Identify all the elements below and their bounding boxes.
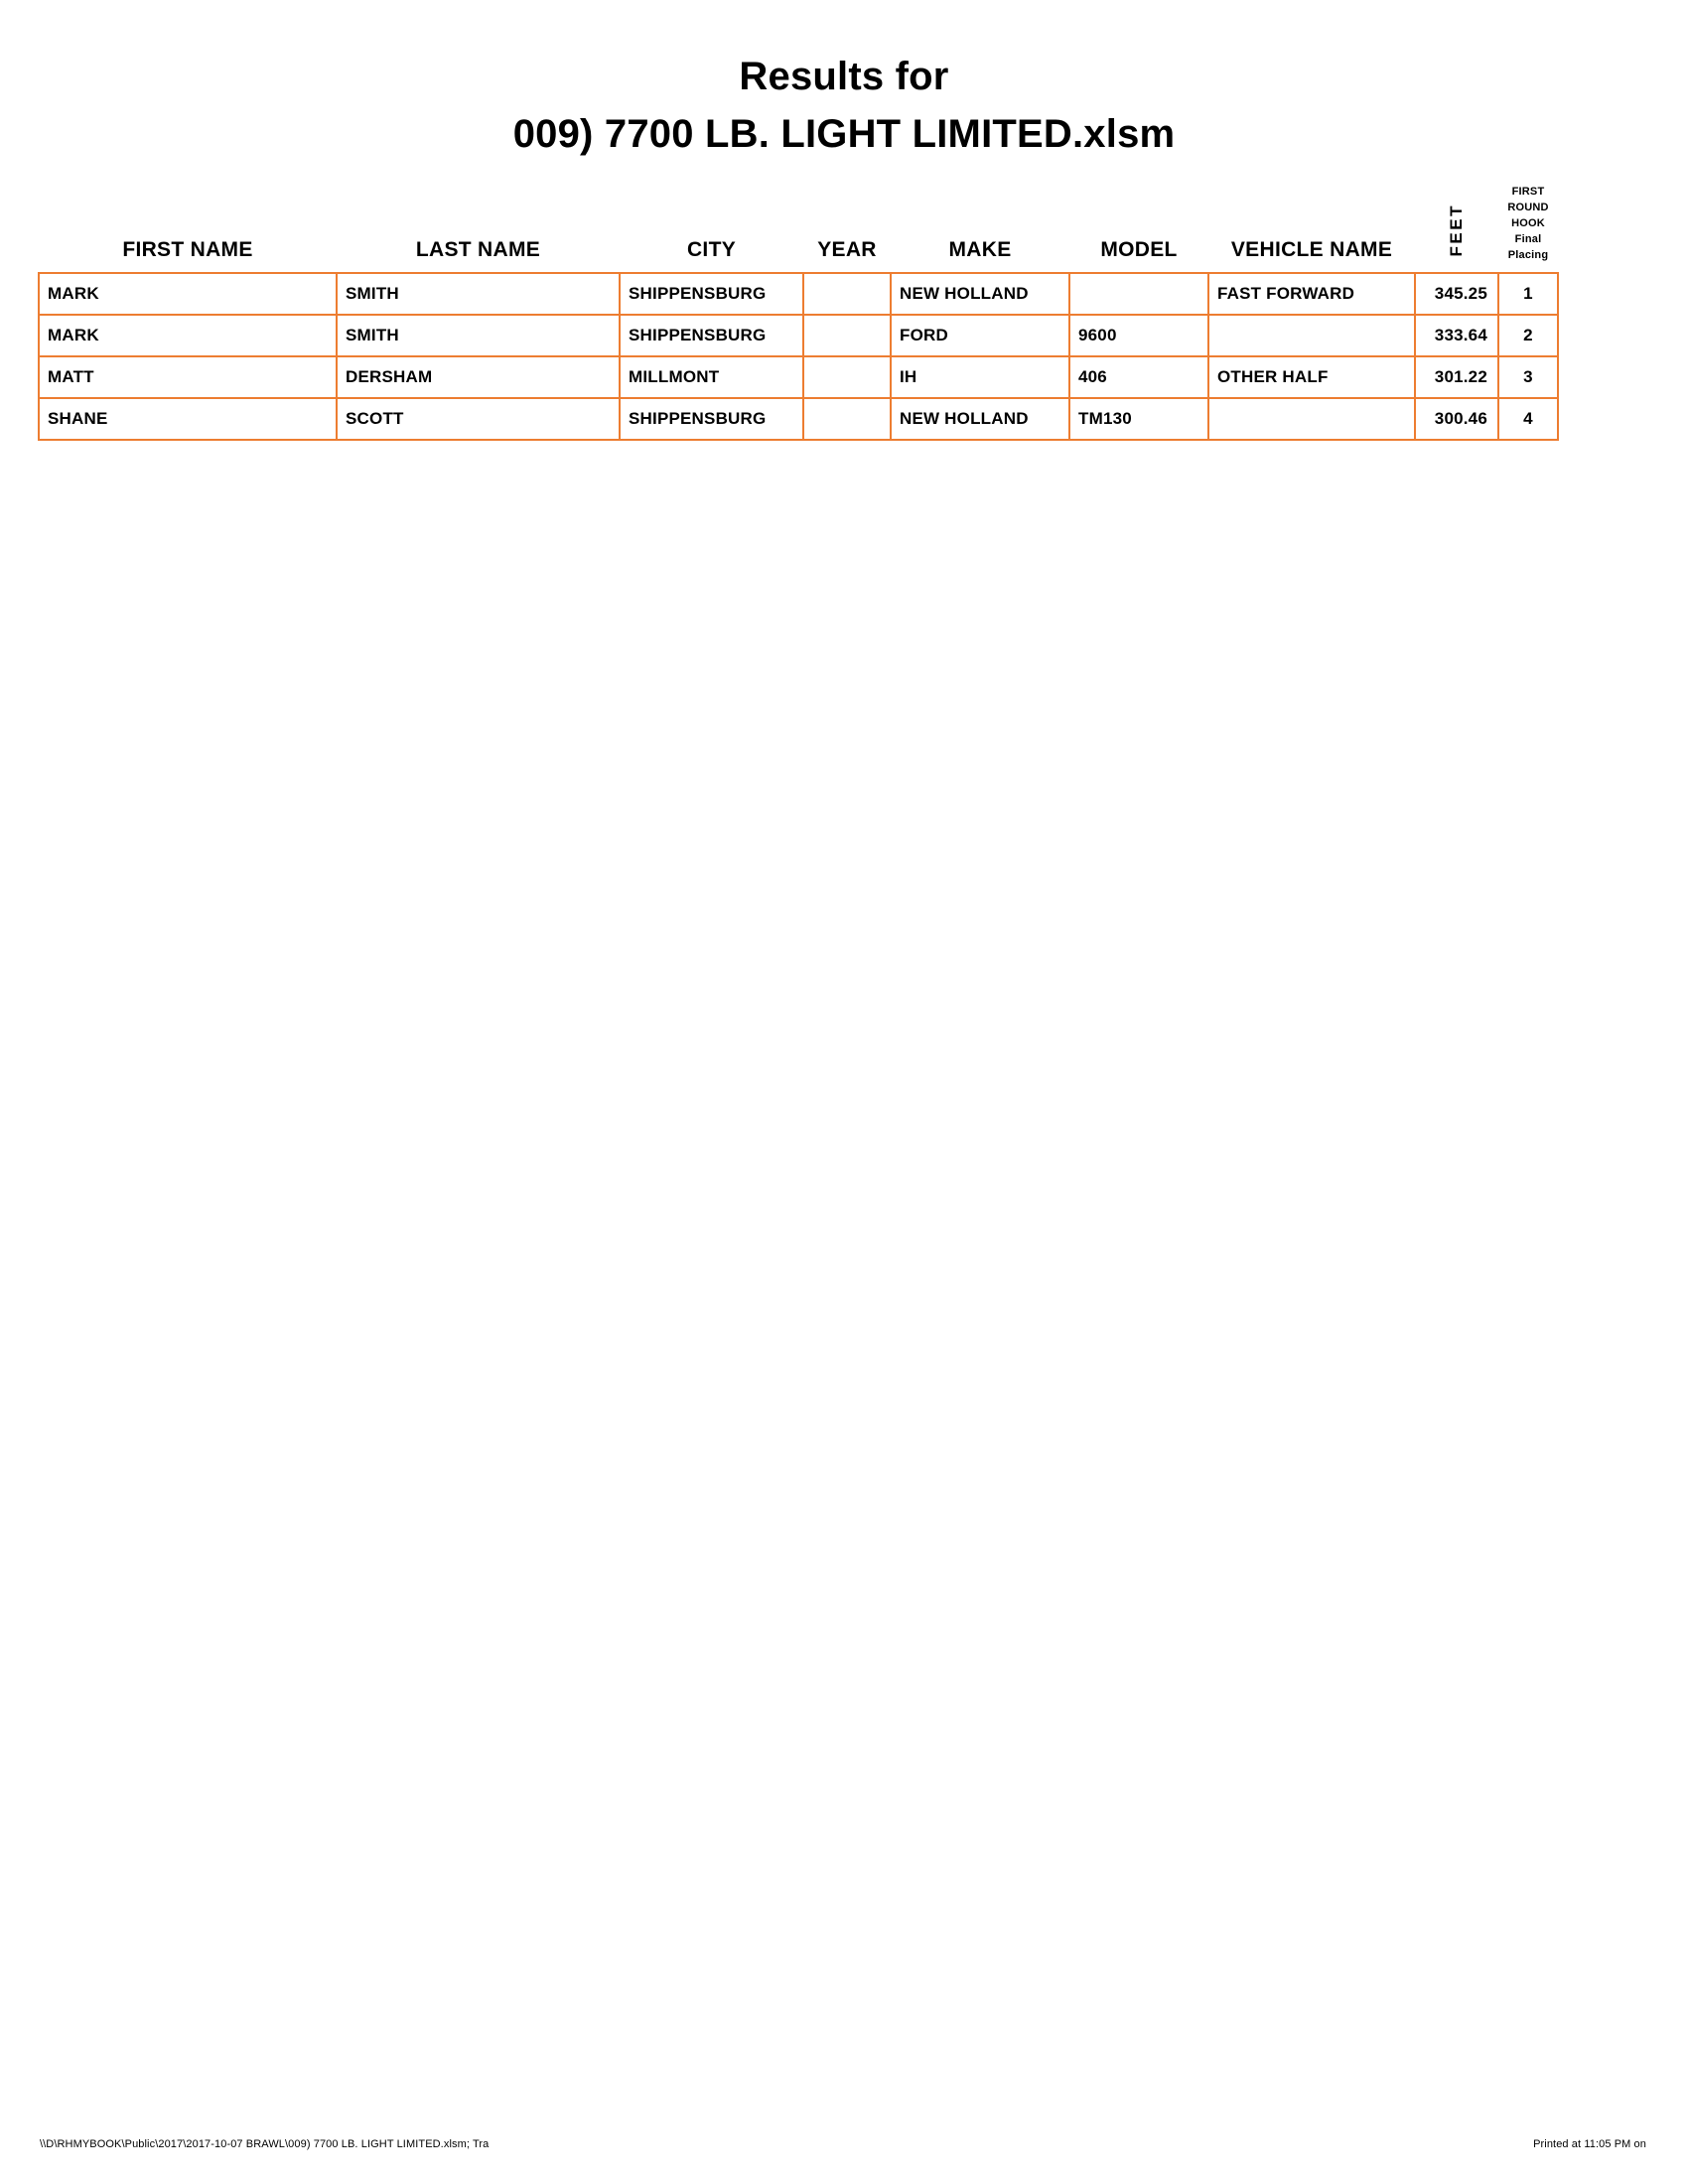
placing-header-line-3: HOOK: [1511, 216, 1545, 229]
column-header-vehicle-name: VEHICLE NAME: [1208, 185, 1415, 273]
cell-final-placing: 2: [1498, 315, 1558, 356]
table-row: [39, 315, 1558, 356]
cell-feet: 345.25: [1415, 273, 1498, 315]
column-header-make: MAKE: [891, 185, 1069, 273]
cell-vehicle-name: FAST FORWARD: [1208, 273, 1415, 315]
cell-vehicle-name: [1208, 315, 1415, 356]
placing-header-line-1: FIRST: [1511, 186, 1545, 198]
cell-city: SHIPPENSBURG: [620, 315, 803, 356]
page-title: [0, 0, 1688, 159]
table-header-row: [39, 185, 1558, 273]
cell-first-name: MARK: [39, 273, 337, 315]
cell-make: FORD: [891, 315, 1069, 356]
table-body: [39, 273, 1558, 440]
table-row: [39, 273, 1558, 315]
cell-vehicle-name: OTHER HALF: [1208, 356, 1415, 398]
cell-year: [803, 398, 891, 440]
table-row: [39, 398, 1558, 440]
cell-last-name: SCOTT: [337, 398, 620, 440]
cell-first-name: MATT: [39, 356, 337, 398]
column-header-first-name: FIRST NAME: [39, 185, 337, 273]
results-table-wrapper: [38, 185, 1650, 441]
cell-city: SHIPPENSBURG: [620, 398, 803, 440]
cell-last-name: DERSHAM: [337, 356, 620, 398]
cell-make: IH: [891, 356, 1069, 398]
cell-first-name: MARK: [39, 315, 337, 356]
cell-last-name: SMITH: [337, 273, 620, 315]
cell-feet: 301.22: [1415, 356, 1498, 398]
cell-final-placing: 1: [1498, 273, 1558, 315]
table-row: [39, 356, 1558, 398]
cell-feet: 333.64: [1415, 315, 1498, 356]
column-header-feet-label: FEET: [1447, 204, 1466, 257]
placing-header-line-4: Final: [1514, 232, 1542, 245]
title-line-2: 009) 7700 LB. LIGHT LIMITED.xlsm: [512, 112, 1176, 156]
footer-file-path: \\D\RHMYBOOK\Public\2017\2017-10-07 BRAWL\009) 7700 LB. LIGHT LIMITED.xlsm; Tra: [40, 2138, 490, 2150]
cell-city: SHIPPENSBURG: [620, 273, 803, 315]
column-header-model: MODEL: [1069, 185, 1208, 273]
cell-year: [803, 315, 891, 356]
cell-vehicle-name: [1208, 398, 1415, 440]
table-header: [39, 185, 1558, 273]
cell-model: [1069, 273, 1208, 315]
footer-print-timestamp: Printed at 11:05 PM on: [1533, 2138, 1646, 2150]
column-header-city: CITY: [620, 185, 803, 273]
cell-make: NEW HOLLAND: [891, 398, 1069, 440]
column-header-last-name: LAST NAME: [337, 185, 620, 273]
cell-year: [803, 356, 891, 398]
column-header-final-placing: [1498, 185, 1558, 273]
cell-model: TM130: [1069, 398, 1208, 440]
cell-year: [803, 273, 891, 315]
cell-final-placing: 3: [1498, 356, 1558, 398]
cell-model: 406: [1069, 356, 1208, 398]
title-line-1: Results for: [739, 55, 949, 98]
cell-city: MILLMONT: [620, 356, 803, 398]
results-table: [38, 185, 1559, 441]
cell-feet: 300.46: [1415, 398, 1498, 440]
column-header-year: YEAR: [803, 185, 891, 273]
placing-header-line-2: ROUND: [1507, 201, 1549, 213]
cell-make: NEW HOLLAND: [891, 273, 1069, 315]
cell-first-name: SHANE: [39, 398, 337, 440]
page-footer: [0, 2132, 1688, 2150]
placing-header-line-5: Placing: [1507, 248, 1549, 261]
cell-last-name: SMITH: [337, 315, 620, 356]
cell-model: 9600: [1069, 315, 1208, 356]
column-header-feet: [1415, 185, 1498, 273]
cell-final-placing: 4: [1498, 398, 1558, 440]
